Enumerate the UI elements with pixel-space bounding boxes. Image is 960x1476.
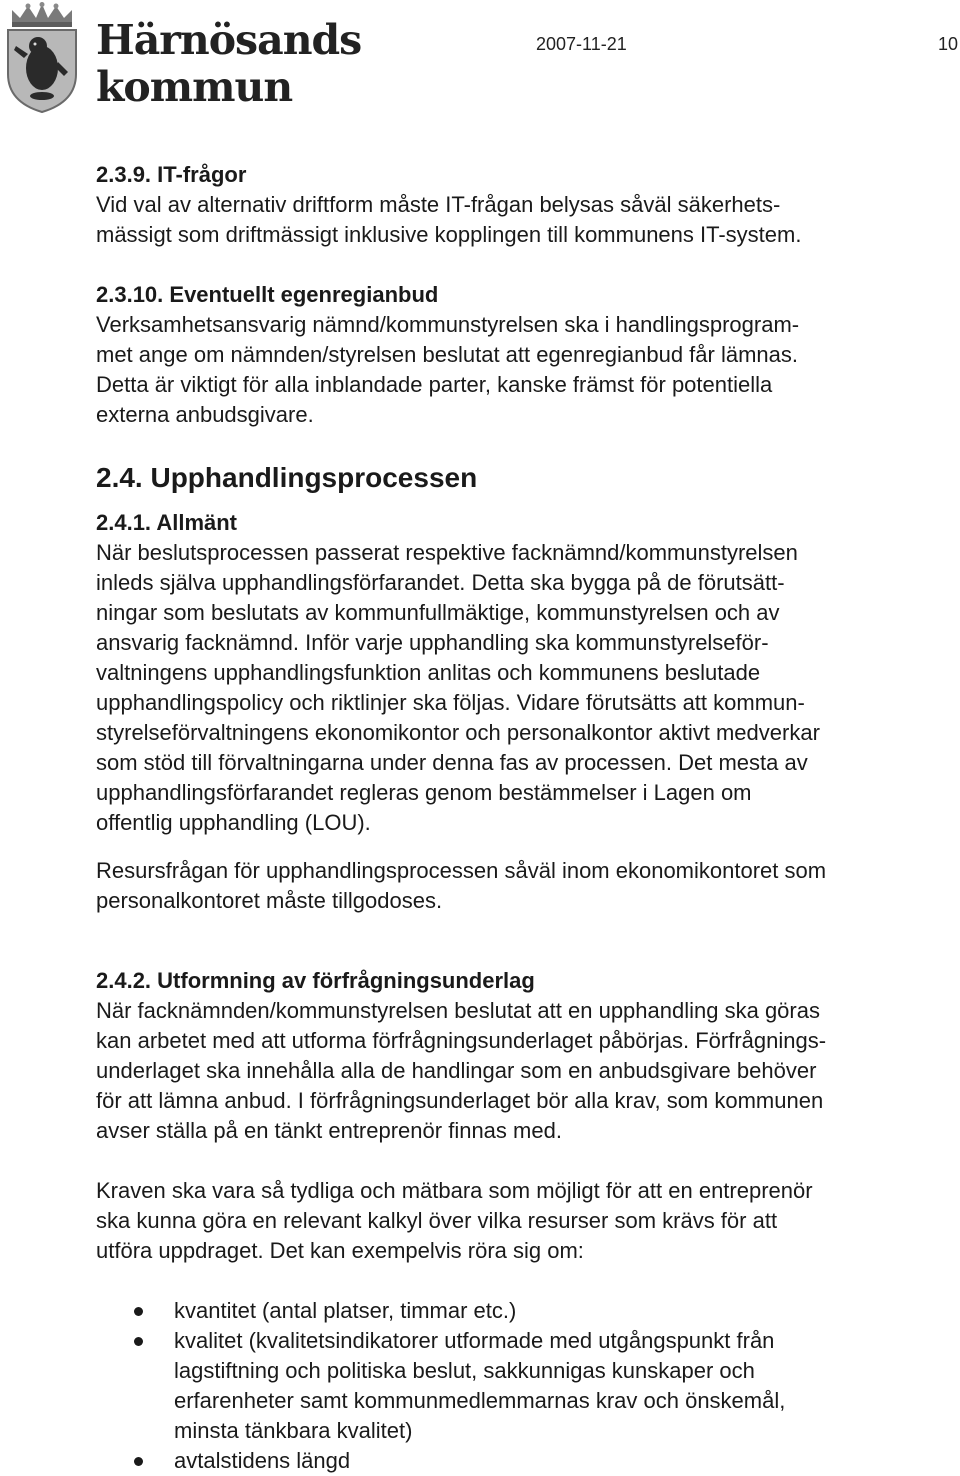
- list-item: [96, 1296, 954, 1326]
- text-line: ansvarig facknämnd. Inför varje upphandling ska kommunstyrelseför-: [96, 630, 769, 655]
- page-header: [0, 0, 960, 120]
- paragraph: [96, 538, 954, 838]
- paragraph: [96, 1176, 954, 1266]
- paragraph: [96, 310, 954, 430]
- text-line: erfarenheter samt kommunmedlemmarnas krav och önskemål,: [174, 1388, 786, 1413]
- section-heading: 2.3.10. Eventuellt egenregianbud: [96, 282, 439, 307]
- bullet-icon: [134, 1457, 143, 1466]
- text-line: Verksamhetsansvarig nämnd/kommunstyrelsen ska i handlingsprogram-: [96, 312, 800, 337]
- text-line: utföra uppdraget. Det kan exempelvis röra sig om:: [96, 1238, 584, 1263]
- text-line: styrelseförvaltningens ekonomikontor och personalkontor aktivt medverkar: [96, 720, 820, 745]
- list-item: [96, 1326, 954, 1446]
- section-2-4-1: [96, 508, 954, 916]
- text-line: lagstiftning och politiska beslut, sakkunnigas kunskaper och: [174, 1358, 755, 1383]
- text-line: externa anbudsgivare.: [96, 402, 314, 427]
- text-line: mässigt som driftmässigt inklusive kopplingen till kommunens IT-system.: [96, 222, 802, 247]
- text-line: minsta tänkbara kvalitet): [174, 1418, 413, 1443]
- text-line: kan arbetet med att utforma förfrågningsunderlaget påbörjas. Förfrågnings-: [96, 1028, 827, 1053]
- coat-of-arms-logo-icon: [2, 2, 82, 114]
- text-line: avser ställa på en tänkt entreprenör finnas med.: [96, 1118, 562, 1143]
- text-line: offentlig upphandling (LOU).: [96, 810, 371, 835]
- chapter-heading: 2.4. Upphandlingsprocessen: [96, 462, 478, 493]
- wordmark-line2: kommun: [96, 63, 293, 111]
- bullet-icon: [134, 1337, 143, 1346]
- section-2-4-2: [96, 966, 954, 1476]
- paragraph: [96, 996, 954, 1146]
- header-date: 2007-11-21: [536, 34, 627, 54]
- text-line: När facknämnden/kommunstyrelsen beslutat att en upphandling ska göras: [96, 998, 820, 1023]
- page-number: 10: [938, 34, 959, 54]
- section-heading: 2.3.9. IT-frågor: [96, 162, 247, 187]
- text-line: personalkontoret måste tillgodoses.: [96, 888, 443, 913]
- text-line: kvalitet (kvalitetsindikatorer utformade med utgångspunkt från: [174, 1328, 775, 1353]
- text-line: Detta är viktigt för alla inblandade parter, kanske främst för potentiella: [96, 372, 773, 397]
- wordmark-line1: Härnösands: [96, 16, 362, 64]
- text-line: upphandlingsförfarandet regleras genom bestämmelser i Lagen om: [96, 780, 752, 805]
- bullet-icon: [134, 1307, 143, 1316]
- text-line: ningar som beslutats av kommunfullmäktige, kommunstyrelsen och av: [96, 600, 780, 625]
- text-line: som stöd till förvaltningarna under denna fas av processen. Det mesta av: [96, 750, 808, 775]
- text-line: för att lämna anbud. I förfrågningsunderlaget bör alla krav, som kommunen: [96, 1088, 824, 1113]
- text-line: upphandlingspolicy och riktlinjer ska följas. Vidare förutsätts att kommun-: [96, 690, 805, 715]
- section-heading: 2.4.2. Utformning av förfrågningsunderlag: [96, 968, 535, 993]
- text-line: ska kunna göra en relevant kalkyl över vilka resurser som krävs för att: [96, 1208, 778, 1233]
- paragraph: [96, 856, 954, 916]
- text-line: valtningens upphandlingsfunktion anlitas och kommunens beslutade: [96, 660, 761, 685]
- bullet-list: [96, 1296, 954, 1476]
- section-2-3-10: [96, 280, 954, 430]
- text-line: Resursfrågan för upphandlingsprocessen såväl inom ekonomikontoret som: [96, 858, 827, 883]
- section-2-4: [96, 460, 954, 496]
- list-item: [96, 1446, 954, 1476]
- document-body: [96, 160, 954, 1476]
- text-line: inleds själva upphandlingsförfarandet. Detta ska bygga på de förutsätt-: [96, 570, 785, 595]
- text-line: Kraven ska vara så tydliga och mätbara som möjligt för att en entreprenör: [96, 1178, 813, 1203]
- text-line: Vid val av alternativ driftform måste IT-frågan belysas såväl säkerhets-: [96, 192, 781, 217]
- text-line: avtalstidens längd: [174, 1448, 351, 1473]
- municipality-wordmark: [96, 16, 362, 111]
- text-line: underlaget ska innehålla alla de handlingar som en anbudsgivare behöver: [96, 1058, 817, 1083]
- paragraph: [96, 190, 954, 250]
- text-line: met ange om nämnden/styrelsen beslutat att egenregianbud får lämnas.: [96, 342, 798, 367]
- text-line: kvantitet (antal platser, timmar etc.): [174, 1298, 517, 1323]
- section-heading: 2.4.1. Allmänt: [96, 510, 238, 535]
- text-line: När beslutsprocessen passerat respektive facknämnd/kommunstyrelsen: [96, 540, 798, 565]
- section-2-3-9: [96, 160, 954, 250]
